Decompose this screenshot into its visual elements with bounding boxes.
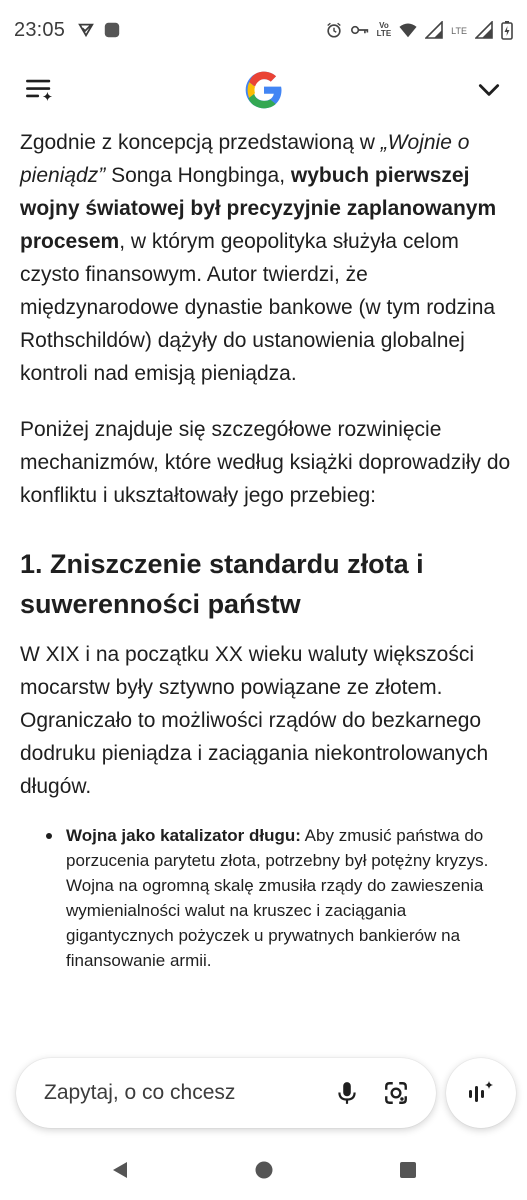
home-circle-icon (254, 1160, 274, 1180)
battery-icon (501, 20, 513, 40)
text-span: Zgodnie z koncepcją przedstawioną w (20, 131, 381, 154)
book-title: „Wojnie o pieniądz” (20, 131, 470, 187)
back-triangle-icon (110, 1160, 130, 1180)
bullet-title: Wojna jako katalizator długu: (66, 826, 301, 845)
lte-label: LTE (451, 26, 467, 36)
status-bar (0, 0, 527, 60)
lte-signal-icon (475, 21, 493, 39)
status-right-icons (325, 20, 513, 40)
alarm-icon (325, 21, 343, 39)
bold-thesis: wybuch pierwszej wojny światowej był precyzyjnie zaplanowanym procesem (20, 164, 497, 253)
lens-button[interactable] (379, 1075, 415, 1111)
menu-sparkle-icon (25, 77, 55, 103)
recents-square-icon (398, 1160, 418, 1180)
menu-button[interactable] (24, 74, 56, 106)
list-item (46, 823, 512, 973)
app-square-icon (103, 21, 121, 39)
paragraph-intro (20, 126, 512, 390)
microphone-icon (334, 1080, 360, 1106)
section-heading: 1. Zniszczenie standardu złota i suwerenności państw (20, 549, 424, 619)
bullet-text: Aby zmusić państwa do porzucenia parytetu złota, potrzebny był potężny kryzys. Wojna na ogromną skalę zmusiła rządy do zawieszenia wymienialności walut na kruszec i zaciągania gigantycznych pożyczek u prywatnych bankierów na finansowanie armii. (66, 826, 489, 970)
response-content (20, 126, 512, 973)
prompt-composer (16, 1058, 436, 1128)
live-mode-button[interactable] (446, 1058, 516, 1128)
chevron-down-icon (476, 77, 502, 103)
status-left-icons (77, 21, 121, 39)
paragraph-section-1: W XIX i na początku XX wieku waluty większości mocarstw były sztywno powiązane ze złotem. Ograniczało to możliwości rządów do bezkarnego dodruku pieniądza i zaciągania niekontrolowanych długów. (20, 643, 489, 798)
google-g-logo[interactable] (244, 70, 284, 110)
voice-input-button[interactable] (329, 1075, 365, 1111)
account-switcher-button[interactable] (473, 74, 505, 106)
nav-home-button[interactable] (252, 1158, 276, 1182)
nav-back-button[interactable] (108, 1158, 132, 1182)
text-span: , w którym geopolityka służyła celom czysto finansowym. Autor twierdzi, że międzynarodowe dynastie bankowe (w tym rodzina Rothschildów) dążyły do ustanowienia globalnej kontroli nad emisją pieniądza. (20, 230, 496, 385)
volte-icon: Vo LTE (376, 21, 392, 38)
paragraph-overview: Poniżej znajduje się szczegółowe rozwinięcie mechanizmów, które według książki doprowadziły do konfliktu i ukształtowały jego przebieg: (20, 418, 511, 507)
text-span: Songa Hongbinga, (105, 164, 291, 187)
signal-icon (425, 21, 443, 39)
nav-recents-button[interactable] (396, 1158, 420, 1182)
gemini-live-icon (467, 1079, 495, 1107)
app-bar (0, 60, 527, 120)
status-time: 23:05 (14, 18, 66, 41)
google-lens-icon (383, 1080, 409, 1106)
bullet-list (20, 823, 512, 973)
wifi-icon (399, 21, 417, 39)
prompt-input[interactable] (44, 1081, 315, 1105)
system-nav-bar (0, 1140, 527, 1200)
key-icon (351, 21, 369, 39)
bullet-dot (46, 833, 52, 839)
verified-check-icon (77, 21, 95, 39)
